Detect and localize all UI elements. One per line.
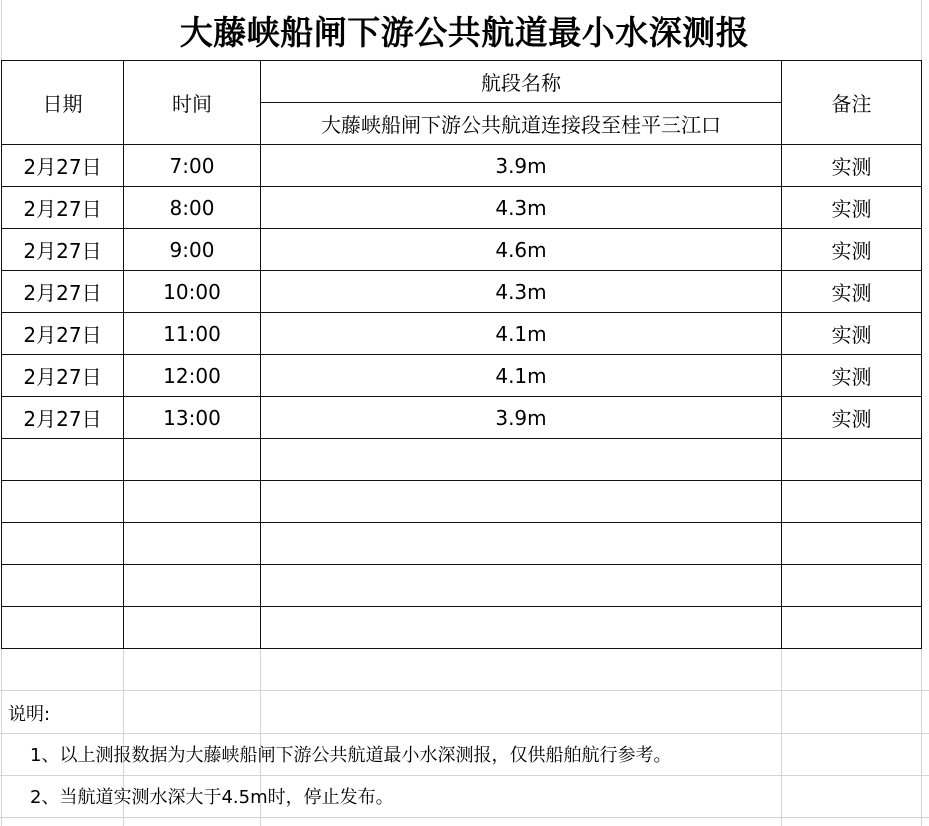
header-section-group: 航段名称 xyxy=(261,61,782,103)
empty-cell xyxy=(261,523,782,565)
sheet-gridline xyxy=(0,817,929,818)
table-row xyxy=(2,187,922,229)
sheet-gridline xyxy=(0,690,929,691)
cell-depth: 3.9m xyxy=(261,145,782,187)
cell-time: 10:00 xyxy=(124,271,261,313)
cell-depth: 4.1m xyxy=(261,355,782,397)
header-date: 日期 xyxy=(2,61,124,145)
empty-cell xyxy=(261,565,782,607)
table-row xyxy=(2,397,922,439)
cell-date: 2月27日 xyxy=(2,313,124,355)
header-remark: 备注 xyxy=(782,61,922,145)
cell-time: 11:00 xyxy=(124,313,261,355)
cell-depth: 4.3m xyxy=(261,187,782,229)
empty-cell xyxy=(124,481,261,523)
cell-date: 2月27日 xyxy=(2,397,124,439)
table-row xyxy=(2,145,922,187)
sheet-gridline xyxy=(0,775,929,776)
depth-report-table xyxy=(1,60,922,649)
cell-remark: 实测 xyxy=(782,355,922,397)
empty-row xyxy=(2,481,922,523)
cell-depth: 4.1m xyxy=(261,313,782,355)
cell-time: 13:00 xyxy=(124,397,261,439)
sheet-gridline xyxy=(921,648,922,826)
cell-date: 2月27日 xyxy=(2,145,124,187)
empty-cell xyxy=(2,439,124,481)
empty-cell xyxy=(124,607,261,649)
cell-time: 12:00 xyxy=(124,355,261,397)
cell-remark: 实测 xyxy=(782,271,922,313)
cell-date: 2月27日 xyxy=(2,187,124,229)
empty-cell xyxy=(782,565,922,607)
header-time: 时间 xyxy=(124,61,261,145)
empty-row xyxy=(2,607,922,649)
cell-date: 2月27日 xyxy=(2,271,124,313)
cell-remark: 实测 xyxy=(782,187,922,229)
empty-cell xyxy=(261,481,782,523)
cell-depth: 4.3m xyxy=(261,271,782,313)
empty-cell xyxy=(782,607,922,649)
sheet-gridline xyxy=(781,648,782,826)
empty-cell xyxy=(2,565,124,607)
empty-cell xyxy=(124,523,261,565)
empty-cell xyxy=(782,439,922,481)
notes-label: 说明: xyxy=(8,704,51,725)
empty-cell xyxy=(2,607,124,649)
report-title: 大藤峡船闸下游公共航道最小水深测报 xyxy=(179,12,750,52)
cell-date: 2月27日 xyxy=(2,229,124,271)
cell-remark: 实测 xyxy=(782,397,922,439)
table-row xyxy=(2,229,922,271)
cell-depth: 4.6m xyxy=(261,229,782,271)
empty-cell xyxy=(782,481,922,523)
cell-remark: 实测 xyxy=(782,145,922,187)
empty-row xyxy=(2,565,922,607)
header-section-name: 大藤峡船闸下游公共航道连接段至桂平三江口 xyxy=(261,103,782,145)
cell-time: 7:00 xyxy=(124,145,261,187)
table-row xyxy=(2,271,922,313)
empty-row xyxy=(2,439,922,481)
note-line-1: 1、以上测报数据为大藤峡船闸下游公共航道最小水深测报，仅供船舶航行参考。 xyxy=(30,745,672,766)
empty-cell xyxy=(261,439,782,481)
empty-cell xyxy=(2,523,124,565)
empty-cell xyxy=(124,565,261,607)
cell-date: 2月27日 xyxy=(2,355,124,397)
empty-cell xyxy=(2,481,124,523)
cell-time: 9:00 xyxy=(124,229,261,271)
table-row xyxy=(2,355,922,397)
sheet-gridline xyxy=(0,733,929,734)
table-row xyxy=(2,313,922,355)
empty-cell xyxy=(261,607,782,649)
empty-cell xyxy=(124,439,261,481)
cell-remark: 实测 xyxy=(782,313,922,355)
cell-time: 8:00 xyxy=(124,187,261,229)
empty-row xyxy=(2,523,922,565)
cell-remark: 实测 xyxy=(782,229,922,271)
cell-depth: 3.9m xyxy=(261,397,782,439)
empty-cell xyxy=(782,523,922,565)
note-line-2: 2、当航道实测水深大于4.5m时，停止发布。 xyxy=(30,787,394,808)
